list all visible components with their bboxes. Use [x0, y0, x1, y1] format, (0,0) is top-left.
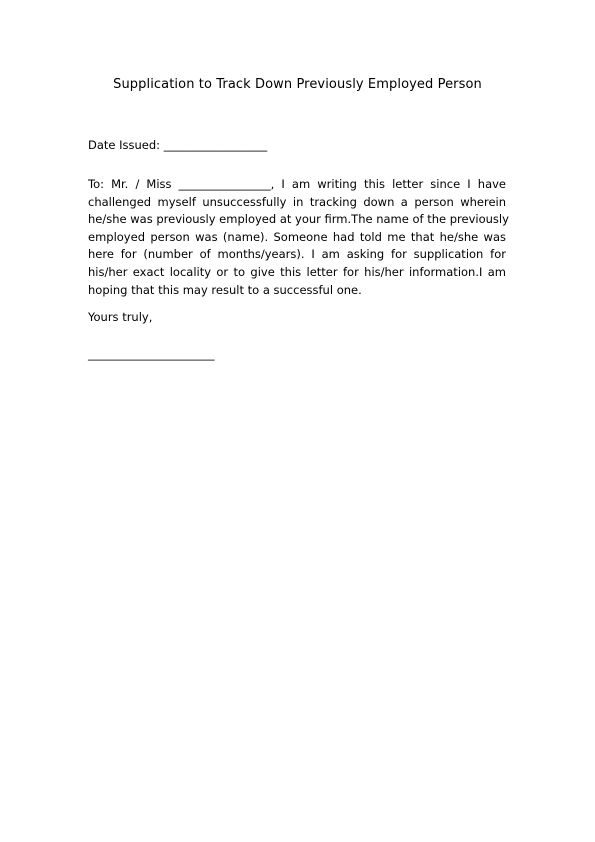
body-line: here for (number of months/years). I am asking for supplication for: [88, 247, 506, 262]
body-line: his/her exact locality or to give this letter for his/her information.I am: [88, 264, 506, 279]
letter-body: [88, 176, 509, 299]
body-line: he/she was previously employed at your firm.The name of the previously: [88, 212, 509, 227]
document-title: Supplication to Track Down Previously Employed Person: [113, 77, 482, 92]
body-line: challenged myself unsuccessfully in tracking down a person wherein: [88, 194, 506, 209]
body-line: hoping that this may result to a successful one.: [88, 282, 362, 297]
date-issued-line: Date Issued: __________________: [88, 138, 268, 152]
body-line: To: Mr. / Miss ________________, I am writing this letter since I have: [88, 177, 506, 191]
signature-line: ______________________: [88, 347, 215, 361]
body-line: employed person was (name). Someone had told me that he/she was: [88, 229, 506, 244]
closing-salutation: Yours truly,: [88, 310, 153, 324]
